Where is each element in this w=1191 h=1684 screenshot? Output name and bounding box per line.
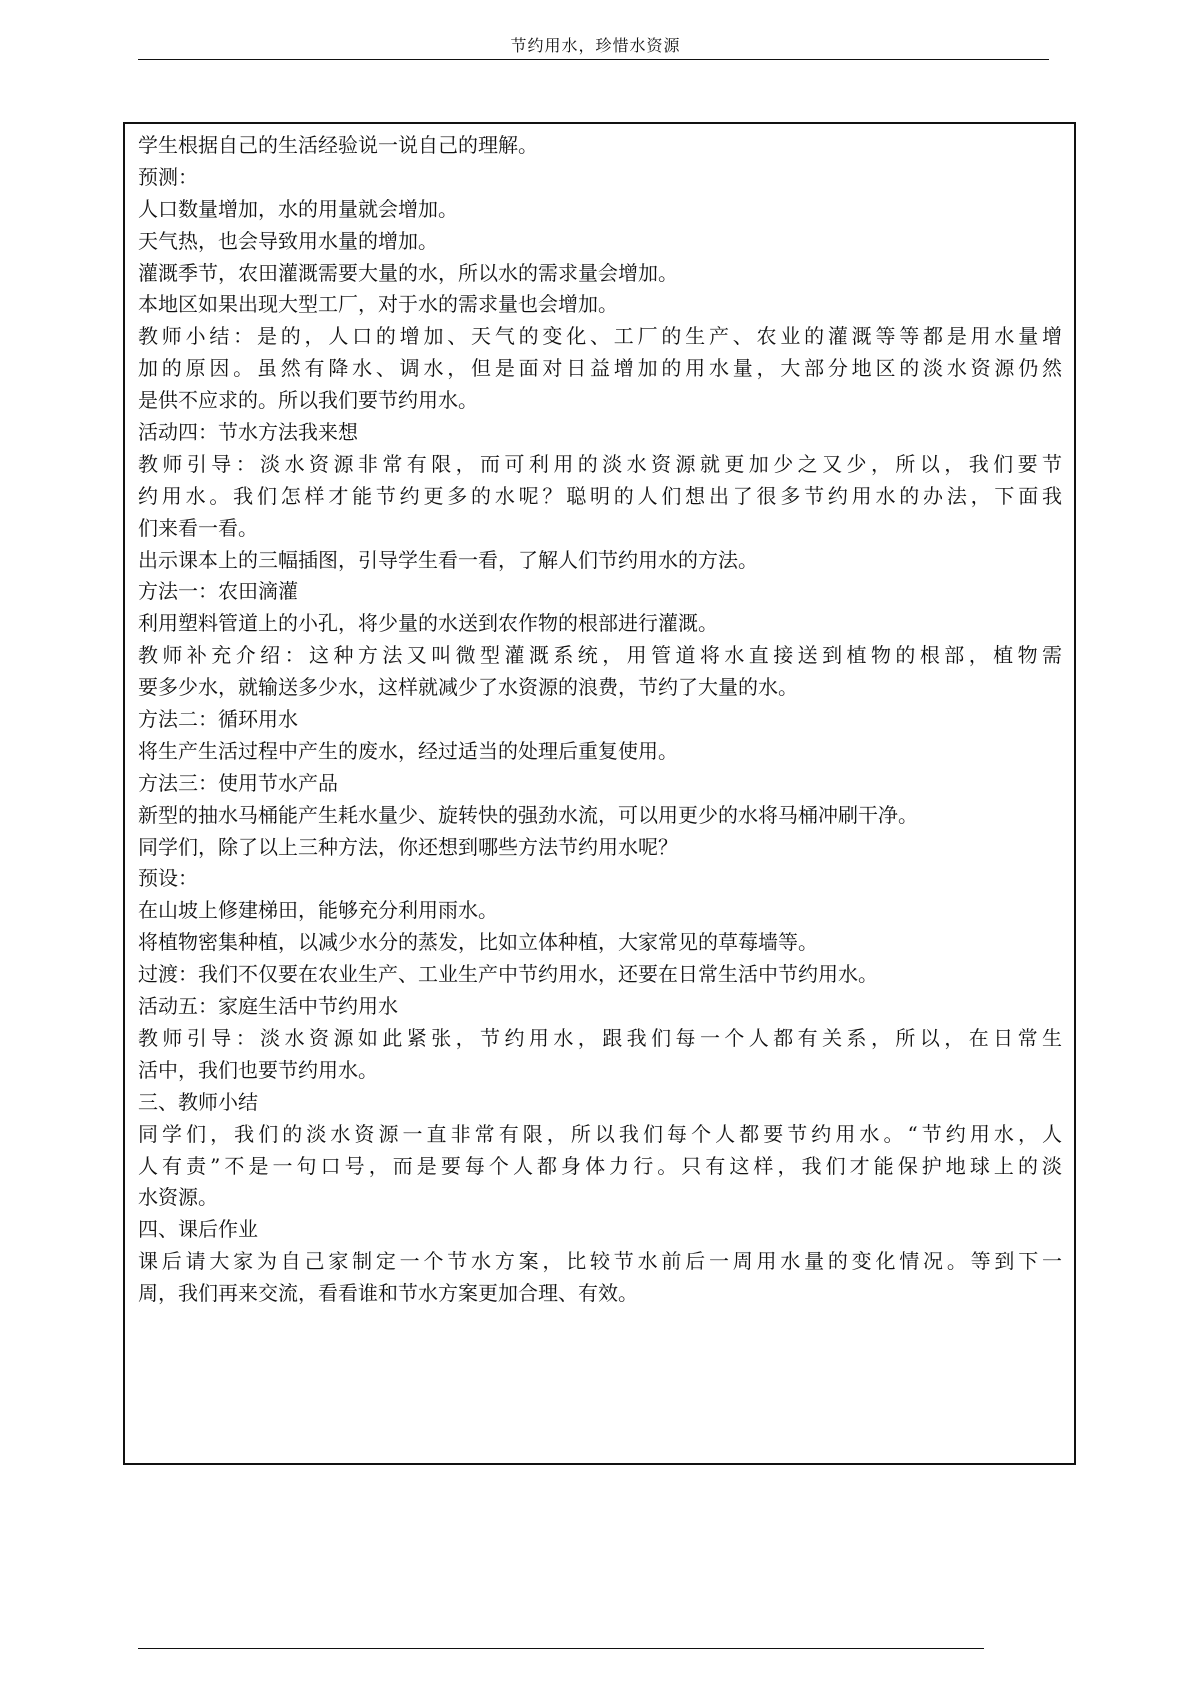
text-line: 三、教师小结 <box>138 1089 258 1114</box>
text-line: 活动五：家庭生活中节约用水 <box>138 994 398 1019</box>
text-line: 水资源。 <box>138 1185 218 1210</box>
text-line: 方法二：循环用水 <box>138 707 298 732</box>
text-line: 将生产生活过程中产生的废水，经过适当的处理后重复使用。 <box>138 738 678 763</box>
text-line: 人有责”不是一句口号，而是要每个人都身体力行。只有这样，我们才能保护地球上的淡 <box>138 1153 1062 1178</box>
text-line: 是供不应求的。所以我们要节约用水。 <box>138 388 478 413</box>
text-line: 同学们，除了以上三种方法，你还想到哪些方法节约用水呢？ <box>138 834 678 859</box>
text-line: 新型的抽水马桶能产生耗水量少、旋转快的强劲水流，可以用更少的水将马桶冲刷干净。 <box>138 802 918 827</box>
text-line: 四、课后作业 <box>138 1217 258 1242</box>
text-line: 人口数量增加，水的用量就会增加。 <box>138 196 458 221</box>
content-box <box>123 122 1076 1465</box>
text-line: 本地区如果出现大型工厂，对于水的需求量也会增加。 <box>138 292 618 317</box>
text-line: 教师补充介绍：这种方法又叫微型灌溉系统，用管道将水直接送到植物的根部，植物需 <box>138 643 1062 668</box>
text-line: 天气热，也会导致用水量的增加。 <box>138 228 438 253</box>
text-line: 活中，我们也要节约用水。 <box>138 1057 378 1082</box>
text-line: 学生根据自己的生活经验说一说自己的理解。 <box>138 133 538 157</box>
text-line: 教师小结：是的，人口的增加、天气的变化、工厂的生产、农业的灌溉等等都是用水量增 <box>138 324 1062 349</box>
text-line: 利用塑料管道上的小孔，将少量的水送到农作物的根部进行灌溉。 <box>138 611 718 636</box>
content-lines <box>138 130 1062 1310</box>
text-line: 方法一：农田滴灌 <box>138 579 298 604</box>
text-line: 要多少水，就输送多少水，这样就减少了水资源的浪费，节约了大量的水。 <box>138 675 798 700</box>
text-line: 周，我们再来交流，看看谁和节水方案更加合理、有效。 <box>138 1281 638 1306</box>
text-line: 加的原因。虽然有降水、调水，但是面对日益增加的用水量，大部分地区的淡水资源仍然 <box>138 356 1062 381</box>
header-rule <box>138 59 1049 60</box>
text-line: 课后请大家为自己家制定一个节水方案，比较节水前后一周用水量的变化情况。等到下一 <box>138 1249 1062 1274</box>
text-line: 们来看一看。 <box>138 515 258 540</box>
text-line: 灌溉季节，农田灌溉需要大量的水，所以水的需求量会增加。 <box>138 260 678 285</box>
text-line: 预测： <box>138 164 198 189</box>
text-line: 在山坡上修建梯田，能够充分利用雨水。 <box>138 898 498 923</box>
text-line: 预设： <box>138 866 198 891</box>
footer-rule <box>138 1648 984 1649</box>
text-line: 教师引导：淡水资源非常有限，而可利用的淡水资源就更加少之又少，所以，我们要节 <box>138 451 1062 476</box>
text-line: 同学们，我们的淡水资源一直非常有限，所以我们每个人都要节约用水。“节约用水，人 <box>138 1121 1062 1146</box>
text-line: 活动四：节水方法我来想 <box>138 420 358 445</box>
text-line: 方法三：使用节水产品 <box>138 770 338 795</box>
text-line: 出示课本上的三幅插图，引导学生看一看，了解人们节约用水的方法。 <box>138 547 758 572</box>
text-line: 约用水。我们怎样才能节约更多的水呢？聪明的人们想出了很多节约用水的办法，下面我 <box>138 483 1062 508</box>
page-header-title: 节约用水，珍惜水资源 <box>510 36 681 55</box>
text-line: 将植物密集种植，以减少水分的蒸发，比如立体种植，大家常见的草莓墙等。 <box>138 930 818 955</box>
text-line: 过渡：我们不仅要在农业生产、工业生产中节约用水，还要在日常生活中节约用水。 <box>138 962 878 987</box>
text-line: 教师引导：淡水资源如此紧张，节约用水，跟我们每一个人都有关系，所以，在日常生 <box>138 1025 1062 1050</box>
